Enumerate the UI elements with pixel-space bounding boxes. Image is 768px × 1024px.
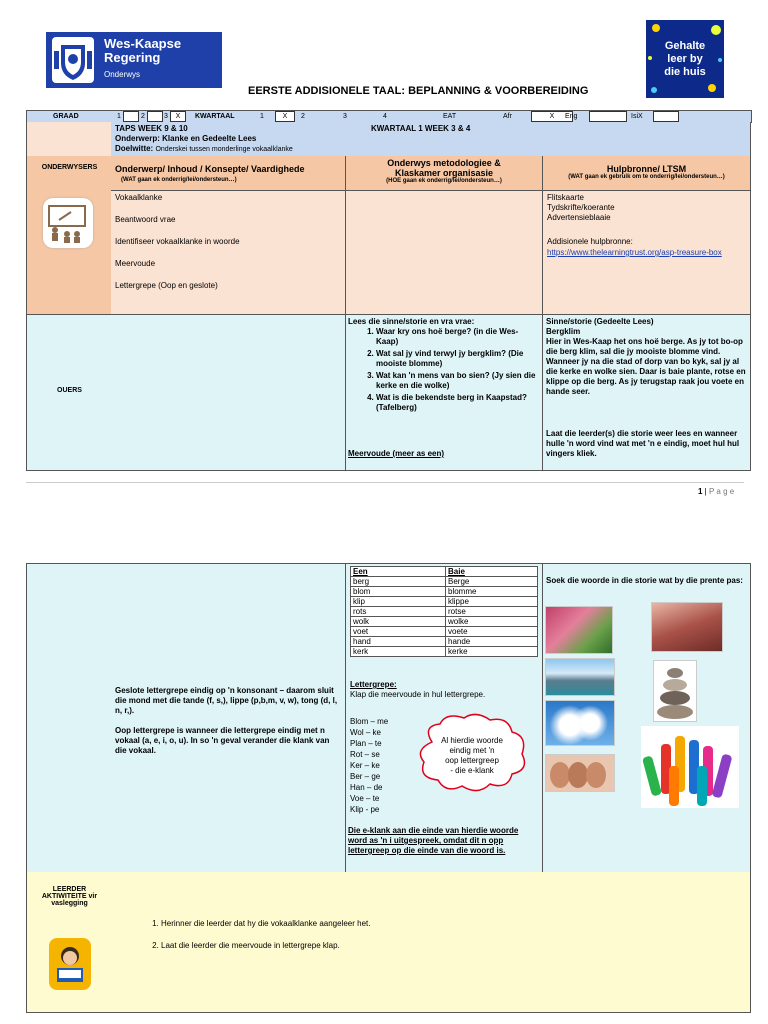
mountains-image xyxy=(545,658,615,696)
learner-label-line2: AKTIWITEITE vir xyxy=(41,893,98,900)
badge-line3: die huis xyxy=(664,66,706,78)
parents-label: OUERS xyxy=(57,387,82,394)
syllables-heading: Lettergrepe: xyxy=(350,680,397,689)
badge-line1: Gehalte xyxy=(664,40,706,52)
clap-item: Wol – ke xyxy=(350,728,381,737)
col2-title-1: Onderwys metodologiee & xyxy=(387,158,501,168)
question-item: 4. Wat is die bekendste berg in Kaapstad? (Tafelberg) xyxy=(376,393,536,413)
table-cell: blomme xyxy=(446,587,538,597)
logo-sub: Onderwys xyxy=(104,70,141,79)
parents-empty xyxy=(111,315,346,471)
objectives-text: Onderskei tussen monderlinge vokaalklanke xyxy=(155,146,293,153)
question-item: 1. Waar kry ons hoë berge? (in die Wes-Kaap) xyxy=(376,327,536,347)
parents-questions xyxy=(346,315,543,471)
subject: Onderwerp: Klanke en Gedeelte Lees xyxy=(115,134,257,143)
cloud-text xyxy=(422,736,522,776)
resources-content xyxy=(543,191,751,315)
term-label: KWARTAAL xyxy=(195,113,235,120)
resource-item: Advertensieblaaie xyxy=(547,213,611,222)
term-1-checkbox[interactable]: X xyxy=(275,111,295,122)
quality-learning-badge xyxy=(646,20,724,98)
activity-item: 1. Herinner die leerder dat hy die vokaalklanke aangeleer het. xyxy=(161,918,370,930)
table-cell: rots xyxy=(351,607,446,617)
col1-subtitle: (WAT gaan ek onderrig/lei/ondersteun…) xyxy=(121,177,237,183)
table-cell: wolk xyxy=(351,617,446,627)
find-words-instruction: Soek die woorde in die storie wat by die prente pas: xyxy=(546,576,743,585)
table-cell: Berge xyxy=(446,577,538,587)
story-title: Bergklim xyxy=(546,327,581,336)
feet-image xyxy=(545,754,615,792)
learner-label-line1: LEERDER xyxy=(52,886,87,893)
open-syllables-text: Oop lettergrepe is wanneer die lettergrepe eindig met n vokaal (a, e, i, o, u). In so 'n geval verander die klank van die vokaal. xyxy=(115,726,330,755)
table-cell: blom xyxy=(351,587,446,597)
col3-subtitle: (WAT gaan ek gebruik om te onderrig/lei/ondersteun…) xyxy=(568,174,725,180)
table-cell: kerke xyxy=(446,647,538,657)
clap-item: Ker – ke xyxy=(350,761,380,770)
questions-list xyxy=(350,327,536,415)
table-cell: wolke xyxy=(446,617,538,627)
col1-header xyxy=(111,156,346,191)
cloud-line: oop lettergreep xyxy=(445,756,499,765)
info-row xyxy=(111,122,751,157)
grade-2-checkbox[interactable] xyxy=(147,111,163,122)
table-header-baie: Baie xyxy=(446,567,538,577)
table-cell: kerk xyxy=(351,647,446,657)
term-3: 3 xyxy=(343,113,347,120)
table-header-een: Een xyxy=(351,567,446,577)
syllables-instruction: Klap die meervoude in hul lettergrepe. xyxy=(350,690,486,699)
table-cell: hande xyxy=(446,637,538,647)
teacher-icon xyxy=(43,198,93,248)
page-title: EERSTE ADDISIONELE TAAL: BEPLANNING & VOORBEREIDING xyxy=(248,85,589,97)
resource-item: Flitskaarte xyxy=(547,193,584,202)
isix-label: IsiX xyxy=(631,113,643,120)
col2-subtitle: (HOE gaan ek onderrig/lei/ondersteun…) xyxy=(386,178,502,184)
teachers-label: ONDERWYSERS xyxy=(41,164,98,171)
p2-pictures-cell xyxy=(543,563,751,874)
term-1: 1 xyxy=(260,113,264,120)
table-row xyxy=(351,597,538,607)
e-sound-note: Die e-klank aan die einde van hierdie woorde word as 'n i uitgespreek, omdat dit n opp lettergreep op die einde van die woord is. xyxy=(348,826,519,855)
teachers-content xyxy=(111,191,346,315)
term-4: 4 xyxy=(383,113,387,120)
term-week: KWARTAAL 1 WEEK 3 & 4 xyxy=(371,124,471,133)
content-item: Beantwoord vrae xyxy=(115,215,176,224)
badge-line2: leer by xyxy=(667,53,703,65)
cloud-line: Al hierdie woorde xyxy=(441,736,503,745)
table-cell: berg xyxy=(351,577,446,587)
taps-week: TAPS WEEK 9 & 10 xyxy=(115,124,188,133)
parents-story xyxy=(543,315,751,471)
page-number: 1 | P a g e xyxy=(698,487,735,496)
content-item: Meervoude xyxy=(115,259,156,268)
p2-plurals-cell xyxy=(346,563,543,874)
col1-title: Onderwerp/ Inhoud / Konsepte/ Vaardighede xyxy=(115,164,305,174)
plurals-table xyxy=(350,566,538,657)
page-word: P a g e xyxy=(708,487,735,496)
cloud-line: eindig met 'n xyxy=(449,746,495,755)
table-cell: klip xyxy=(351,597,446,607)
footer-line xyxy=(26,482,744,483)
table-cell: klippe xyxy=(446,597,538,607)
table-row xyxy=(351,607,538,617)
logo-line2: Regering xyxy=(104,50,161,65)
table-cell: hand xyxy=(351,637,446,647)
table-cell: voet xyxy=(351,627,446,637)
p2-syllables-cell xyxy=(111,563,346,874)
plurals-heading: Meervoude (meer as een) xyxy=(348,449,445,458)
story-text: Hier in Wes-Kaap het ons hoë berge. As jy tot bo-op die berg klim, sal die jy mooiste blomme vind. Wanneer jy na die stad of dorp van bo kyk, sal jy al die kerke en wolke sien. Daar is baie plante, rotse en klippe op die berg. As jy terugstap raak jou voete en hande seer. xyxy=(546,337,746,396)
crest-icon xyxy=(52,37,94,83)
story-note: Laat die leerder(s) die storie weer lees en wanneer hulle 'n word vind wat met 'n e eindig, moet hul hul vingers kliek. xyxy=(546,429,740,458)
story-heading: Sinne/storie (Gedeelte Lees) xyxy=(546,317,654,326)
page-num-value: 1 xyxy=(698,487,703,496)
clap-list xyxy=(350,716,388,815)
eat-label: EAT xyxy=(443,113,457,120)
content-item: Lettergrepe (Oop en geslote) xyxy=(115,281,218,290)
table-row xyxy=(351,567,538,577)
activities-list xyxy=(141,918,370,954)
rocks-image xyxy=(651,602,723,652)
clap-item: Ber – ge xyxy=(350,772,381,781)
col3-title: Hulpbronne/ LTSM xyxy=(606,164,687,174)
grade-1-checkbox[interactable] xyxy=(123,111,139,122)
closed-syllables-text: Geslote lettergrepe eindig op 'n konsonant – daarom sluit die mond met die tande (f, s,), lippe (p,b,m, v, w), tong (d, l, n, r,). xyxy=(115,686,338,715)
stones-image xyxy=(653,660,697,722)
extra-resources-label: Addisionele hulpbronne: xyxy=(547,237,633,246)
table-cell: rotse xyxy=(446,607,538,617)
eng-checkbox[interactable] xyxy=(589,111,627,122)
objectives-label: Doelwitte: xyxy=(115,144,154,153)
table-row xyxy=(351,587,538,597)
col2-title-2: Klaskamer organisasie xyxy=(394,168,494,178)
afr-checkbox[interactable]: X xyxy=(531,111,573,122)
objectives xyxy=(115,144,293,153)
clouds-image xyxy=(545,700,615,746)
afr-label: Afr xyxy=(503,113,512,120)
table-row xyxy=(351,637,538,647)
isix-checkbox[interactable] xyxy=(653,111,679,122)
parents-label-cell xyxy=(26,315,113,471)
table-cell: voete xyxy=(446,627,538,637)
questions-intro: Lees die sinne/storie en vra vrae: xyxy=(348,317,475,326)
resource-item: Tydskrifte/koerante xyxy=(547,203,615,212)
content-item: Vokaalklanke xyxy=(115,193,163,202)
table-row xyxy=(351,647,538,657)
methodology-content xyxy=(346,191,543,315)
info-left-cell xyxy=(26,122,113,157)
teachers-label-cell xyxy=(26,156,113,315)
clap-item: Klip - pe xyxy=(350,805,380,814)
question-item: 2. Wat sal jy vind terwyl jy bergklim? (Die mooiste blomme) xyxy=(376,349,536,369)
clap-item: Blom – me xyxy=(350,717,389,726)
col3-header xyxy=(543,156,751,191)
grade-label: GRAAD xyxy=(53,113,79,120)
clap-item: Han – de xyxy=(350,783,383,792)
table-row xyxy=(351,577,538,587)
term-2: 2 xyxy=(301,113,305,120)
grade-1: 1 xyxy=(117,113,121,120)
eng-label: Eng xyxy=(565,113,578,120)
table-row xyxy=(351,627,538,637)
treasure-box-link[interactable]: https://www.thelearningtrust.org/asp-treasure-box xyxy=(547,248,722,257)
logo-line1: Wes-Kaapse xyxy=(104,36,182,51)
flowers-image xyxy=(545,606,613,654)
learner-activities-cell xyxy=(111,872,751,1013)
grade-2: 2 xyxy=(141,113,145,120)
wcg-logo xyxy=(46,32,222,88)
table-row xyxy=(351,617,538,627)
grade-3-checkbox[interactable]: X xyxy=(170,111,186,122)
clap-item: Rot – se xyxy=(350,750,380,759)
activity-item: 2. Laat die leerder die meervoude in lettergrepe klap. xyxy=(161,940,370,952)
col2-header xyxy=(346,156,543,191)
p2-left-cell xyxy=(26,563,113,874)
content-item: Identifiseer vokaalklanke in woorde xyxy=(115,237,240,246)
learner-label-line3: vaslegging xyxy=(51,900,88,907)
clap-item: Voe – te xyxy=(350,794,380,803)
question-item: 3. Wat kan 'n mens van bo sien? (Jy sien die kerke en die wolke) xyxy=(376,371,536,391)
clap-item: Plan – te xyxy=(350,739,382,748)
cloud-line: - die e-klank xyxy=(450,766,494,775)
hands-image xyxy=(641,726,739,808)
learner-label-cell xyxy=(26,872,113,1013)
reading-student-icon xyxy=(49,938,91,990)
grade-3: 3 xyxy=(164,113,168,120)
